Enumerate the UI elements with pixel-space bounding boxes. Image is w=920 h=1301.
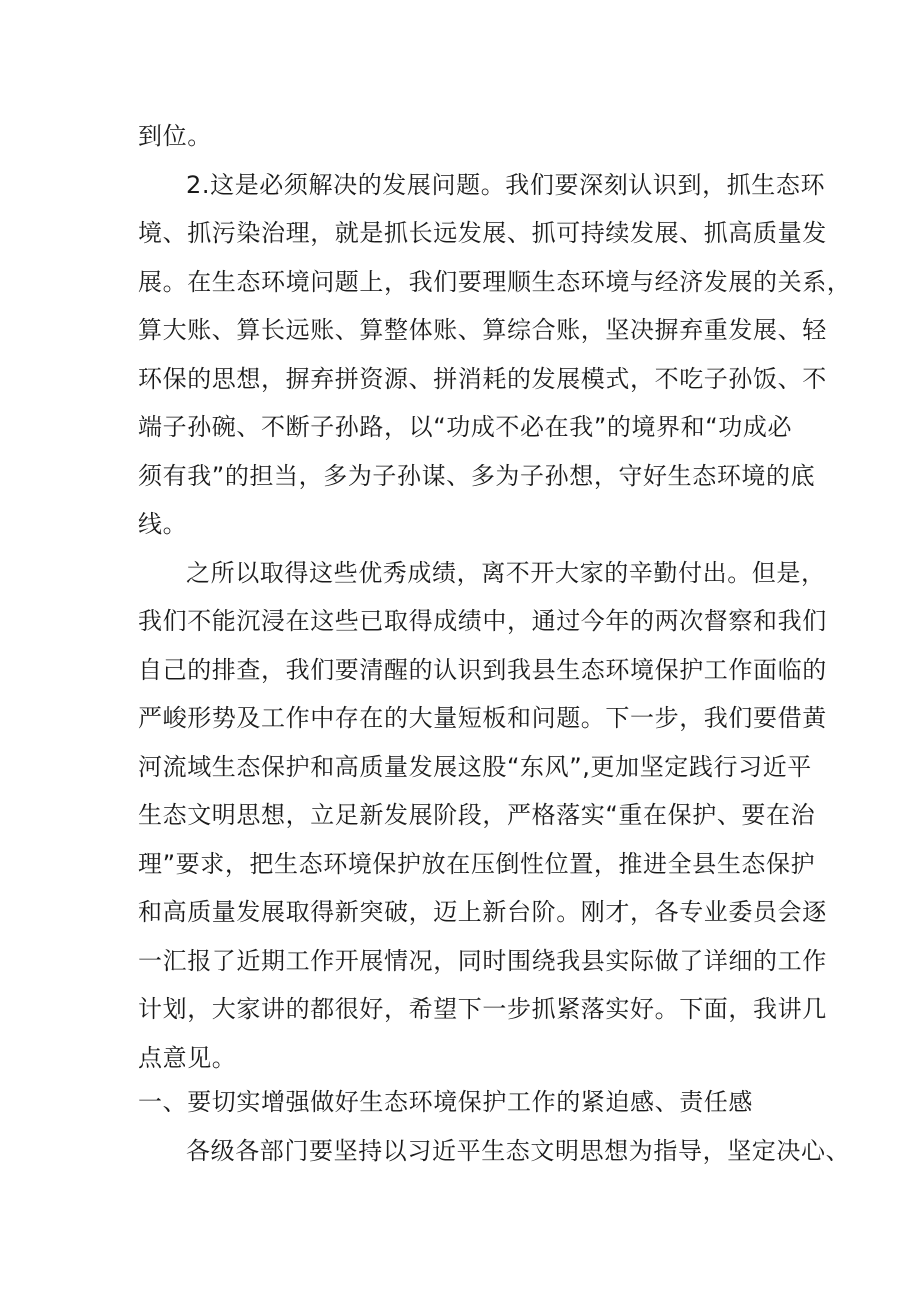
paragraph-line: 线。 (138, 510, 188, 538)
section-heading: 一、要切实增强做好生态环境保护工作的紧迫感、责任感 (138, 1088, 753, 1116)
paragraph-line: 环保的思想，摒弃拼资源、拼消耗的发展模式，不吃子孙饭、不 (138, 364, 827, 393)
paragraph-line: 计划，大家讲的都很好，希望下一步抓紧落实好。下面，我讲几 (138, 995, 827, 1023)
paragraph-line: 严峻形势及工作中存在的大量短板和问题。下一步，我们要借黄 (138, 704, 827, 732)
paragraph-line: 之所以取得这些优秀成绩，离不开大家的辛勤付出。但是， (186, 558, 826, 587)
paragraph-line: 端子孙碗、不断子孙路，以“功成不必在我”的境界和“功成必 (138, 413, 793, 441)
paragraph-line: 和高质量发展取得新突破，迈上新台阶。刚才，各专业委员会逐 (138, 898, 827, 926)
paragraph-line: 一汇报了近期工作开展情况，同时围绕我县实际做了详细的工作 (138, 946, 827, 975)
paragraph-line: 河流域生态保护和高质量发展这股“东风”,更加坚定践行习近平 (138, 752, 812, 781)
paragraph-line: 到位。 (138, 122, 212, 150)
paragraph-line: 须有我”的担当，多为子孙谋、多为子孙想，守好生态环境的底 (138, 461, 816, 490)
paragraph-line: 境、抓污染治理，就是抓长远发展、抓可持续发展、抓高质量发 (138, 219, 827, 247)
paragraph-line: 我们不能沉浸在这些已取得成绩中，通过今年的两次督察和我们 (138, 607, 827, 635)
paragraph-line: 算大账、算长远账、算整体账、算综合账，坚决摒弃重发展、轻 (138, 316, 827, 344)
paragraph-line: 生态文明思想，立足新发展阶段，严格落实“重在保护、要在治 (138, 801, 816, 829)
paragraph-line: 理”要求，把生态环境保护放在压倒性位置，推进全县生态保护 (138, 849, 816, 878)
paragraph-line: 点意见。 (138, 1043, 237, 1072)
paragraph-line: 各级各部门要坚持以习近平生态文明思想为指导，坚定决心、 (186, 1136, 851, 1165)
paragraph-line: 展。在生态环境问题上，我们要理顺生态环境与经济发展的关系， (138, 267, 852, 296)
paragraph-line: 2.这是必须解决的发展问题。我们要深刻认识到，抓生态环 (186, 170, 826, 199)
document-body (138, 112, 852, 1175)
paragraph-line: 自己的排查，我们要清醒的认识到我县生态环境保护工作面临的 (138, 655, 827, 684)
